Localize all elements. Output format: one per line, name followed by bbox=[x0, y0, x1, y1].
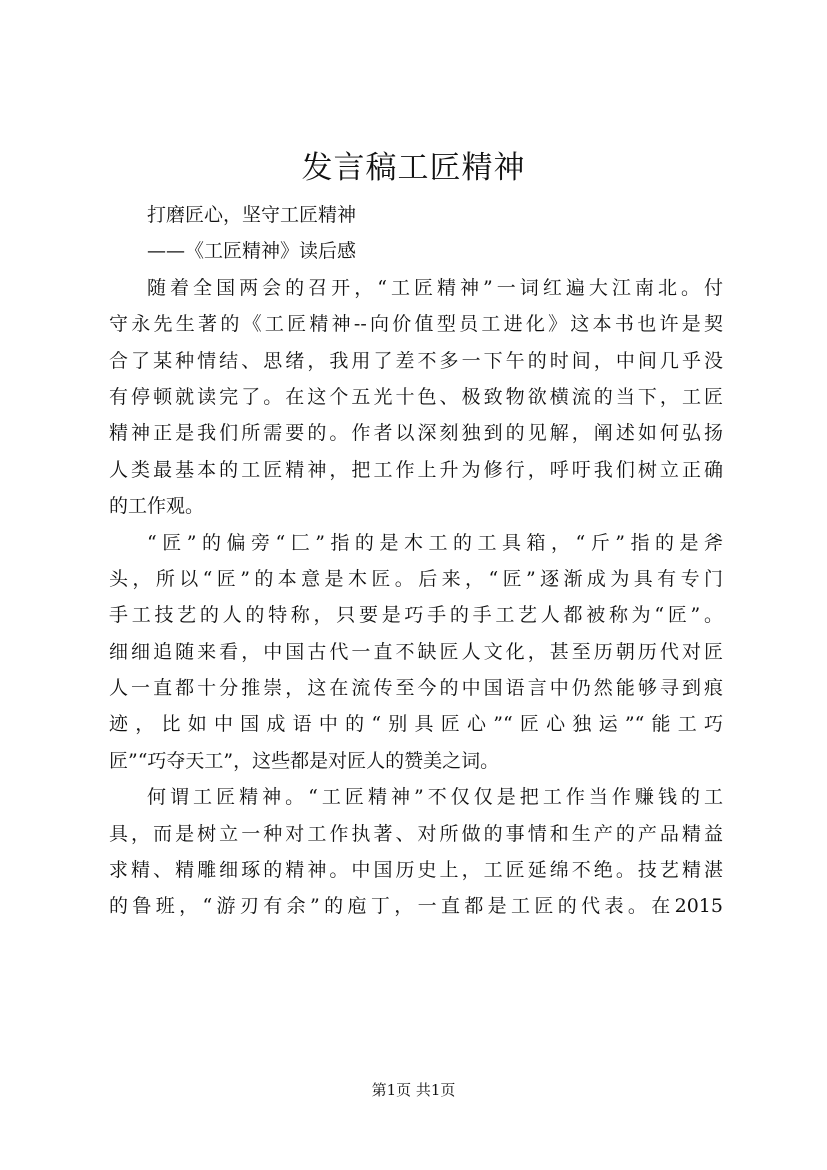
paragraph-line: 头，所以“匠”的本意是木匠。后来，“匠”逐渐成为具有专门 bbox=[109, 567, 723, 590]
paragraph-line: 人一直都十分推崇，这在流传至今的中国语言中仍然能够寻到痕 bbox=[109, 677, 723, 700]
subtitle-line: ——《工匠精神》读后感 bbox=[147, 240, 357, 263]
paragraph-line: 随着全国两会的召开，“工匠精神”一词红遍大江南北。付 bbox=[147, 276, 723, 299]
paragraph-line: 守永先生著的《工匠精神--向价值型员工进化》这本书也许是契 bbox=[109, 313, 723, 336]
paragraph-line: 细细追随来看，中国古代一直不缺匠人文化，甚至历朝历代对匠 bbox=[109, 640, 723, 663]
paragraph-line: 手工技艺的人的特称，只要是巧手的手工艺人都被称为“匠”。 bbox=[109, 604, 723, 627]
paragraph-line: 人类最基本的工匠精神，把工作上升为修行，呼吁我们树立正确 bbox=[109, 458, 723, 481]
paragraph-line: “匠”的偏旁“匚”指的是木工的工具箱，“斤”指的是斧 bbox=[147, 531, 723, 554]
subtitle-line: 打磨匠心，坚守工匠精神 bbox=[147, 204, 357, 226]
paragraph-line: 有停顿就读完了。在这个五光十色、极致物欲横流的当下，工匠 bbox=[109, 385, 723, 408]
paragraph-line: 求精、精雕细琢的精神。中国历史上，工匠延绵不绝。技艺精湛 bbox=[109, 859, 723, 882]
paragraph-line: 迹，比如中国成语中的“别具匠心”“匠心独运”“能工巧 bbox=[109, 713, 723, 736]
paragraph-line: 具，而是树立一种对工作执著、对所做的事情和生产的产品精益 bbox=[109, 822, 723, 845]
paragraph-line: 精神正是我们所需要的。作者以深刻独到的见解，阐述如何弘扬 bbox=[109, 422, 723, 445]
paragraph-line: 何谓工匠精神。“工匠精神”不仅仅是把工作当作赚钱的工 bbox=[147, 786, 723, 809]
paragraph-line: 匠”“巧夺天工”，这些都是对匠人的赞美之词。 bbox=[109, 749, 500, 772]
paragraph-line: 合了某种情结、思绪，我用了差不多一下午的时间，中间几乎没 bbox=[109, 349, 723, 372]
document-title: 发言稿工匠精神 bbox=[301, 150, 526, 186]
page-footer: 第1页 共1页 bbox=[371, 1081, 456, 1099]
paragraph-line: 的工作观。 bbox=[109, 495, 205, 518]
paragraph-line: 的鲁班，“游刃有余”的庖丁，一直都是工匠的代表。在2015 bbox=[109, 895, 723, 918]
document-body bbox=[109, 197, 723, 925]
